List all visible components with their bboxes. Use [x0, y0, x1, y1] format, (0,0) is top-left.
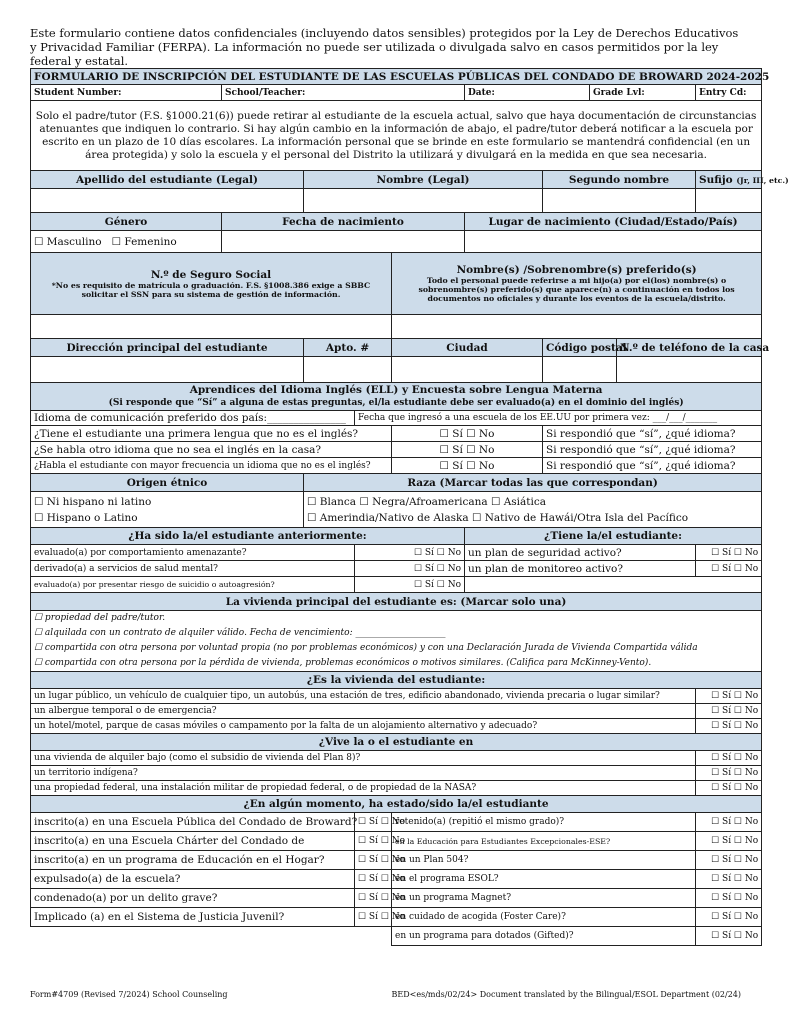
confidentiality-notice: Este formulario contiene datos confidenciales (incluyendo datos sensibles) protegidos por la Ley de Derechos Educativos y Privacidad Familiar (FERPA). La información no puede ser utilizada o divulgada salvo en casos permitidos por la ley federal y estatal. — [30, 26, 739, 68]
preferred-name-header: Nombre(s) /Sobrenombre(s) preferido(s) — [456, 264, 697, 276]
preferred-name-block — [392, 253, 762, 315]
footer-form-id: Form#4709 (Revised 7/2024) School Counseling — [30, 990, 228, 999]
ell-question: ¿Tiene el estudiante una primera lengua que no es el inglés? — [31, 426, 392, 442]
has-question: un plan de seguridad activo? — [465, 545, 696, 561]
ever-question: en un Plan 504? — [392, 851, 696, 870]
yes-no-checkbox[interactable]: ☐ Sí ☐ No — [696, 908, 762, 927]
yes-no-checkbox[interactable]: ☐ Sí ☐ No — [355, 889, 392, 908]
ever-question: condenado(a) por un delito grave? — [31, 889, 355, 908]
middle-name-header: Segundo nombre — [543, 171, 696, 189]
yes-no-checkbox[interactable]: ☐ Sí ☐ No — [355, 870, 392, 889]
race-options[interactable]: ☐ Blanca ☐ Negra/Afroamericana ☐ Asiática — [307, 495, 547, 508]
date-field[interactable]: Date: — [465, 85, 590, 101]
preferred-name-note: Todo el personal puede referirse a mi hijo(a) por el(los) nombre(s) o sobrenombre(s) preferido(s) que aparece(n) a continuación en todos los documentos no oficiales y durante los eventos de la escuela/distrito. — [418, 276, 735, 303]
ever-question: en un programa Magnet? — [392, 889, 696, 908]
city-input[interactable] — [392, 357, 543, 383]
phone-header: N.º de teléfono de la casa — [617, 339, 762, 357]
first-name-header: Nombre (Legal) — [304, 171, 543, 189]
prior-question: derivado(a) a servicios de salud mental? — [31, 561, 355, 577]
has-header: ¿Tiene la/el estudiante: — [465, 528, 762, 545]
us-entry-date-field[interactable]: Fecha que ingresó a una escuela de los EE.UU por primera vez: ___/___/_______ — [355, 411, 762, 426]
form-title: FORMULARIO DE INSCRIPCIÓN DEL ESTUDIANTE DE LAS ESCUELAS PÚBLICAS DEL CONDADO DE BROWARD 2024-2025 — [31, 69, 762, 85]
school-teacher-field[interactable]: School/Teacher: — [222, 85, 465, 101]
ever-question: en cuidado de acogida (Foster Care)? — [392, 908, 696, 927]
dob-input[interactable] — [222, 231, 465, 253]
lives-question: un territorio indígena? — [31, 766, 696, 781]
preferred-language-field[interactable]: Idioma de comunicación preferido dos país:_______________ — [31, 411, 355, 426]
yes-no-checkbox[interactable]: ☐ Sí ☐ No — [355, 832, 392, 851]
student-number-field[interactable]: Student Number: — [31, 85, 222, 101]
ell-title: Aprendices del Idioma Inglés (ELL) y Encuesta sobre Lengua Materna — [189, 383, 603, 396]
yes-no-checkbox[interactable]: ☐ Sí ☐ No — [696, 751, 762, 766]
ell-followup: Si respondió que “sí”, ¿qué idioma? — [543, 442, 762, 458]
apt-header: Apto. # — [304, 339, 392, 357]
yes-no-checkbox[interactable]: ☐ Sí ☐ No — [696, 561, 762, 577]
yes-no-checkbox[interactable]: ☐ Sí ☐ No — [696, 832, 762, 851]
gender-female-checkbox[interactable]: ☐ Femenino — [111, 235, 177, 248]
yes-no-checkbox[interactable]: ☐ Sí ☐ No — [696, 704, 762, 719]
yes-no-checkbox[interactable]: ☐ Sí ☐ No — [355, 545, 465, 561]
birthplace-header: Lugar de nacimiento (Ciudad/Estado/País) — [465, 213, 762, 231]
home-question: un albergue temporal o de emergencia? — [31, 704, 696, 719]
ssn-block — [31, 253, 392, 315]
yes-no-checkbox[interactable]: ☐ Sí ☐ No — [696, 689, 762, 704]
prior-header: ¿Ha sido la/el estudiante anteriormente: — [31, 528, 465, 545]
street-header: Dirección principal del estudiante — [31, 339, 304, 357]
ever-question: en la Educación para Estudiantes Excepcionales-ESE? — [392, 832, 696, 851]
prior-question: evaluado(a) por presentar riesgo de suicidio o autoagresión? — [31, 577, 355, 593]
zip-input[interactable] — [543, 357, 617, 383]
last-name-header: Apellido del estudiante (Legal) — [31, 171, 304, 189]
yes-no-checkbox[interactable]: ☐ Sí ☐ No — [392, 458, 543, 474]
footer-translation-note: BED<es/mds/02/24> Document translated by the Bilingual/ESOL Department (02/24) — [391, 990, 741, 999]
ever-question: inscrito(a) en una Escuela Chárter del Condado de — [31, 832, 355, 851]
ethnicity-header: Origen étnico — [31, 474, 304, 492]
yes-no-checkbox[interactable]: ☐ Sí ☐ No — [696, 851, 762, 870]
preferred-name-input[interactable] — [392, 315, 762, 339]
ell-subtitle: (Si responde que “Sí” a alguna de estas preguntas, el/la estudiante debe ser evaluado(a) en el dominio del inglés) — [108, 397, 684, 408]
lives-header: ¿Vive la o el estudiante en — [31, 734, 762, 751]
ell-followup: Si respondió que “sí”, ¿qué idioma? — [543, 426, 762, 442]
yes-no-checkbox[interactable]: ☐ Sí ☐ No — [696, 781, 762, 796]
withdrawal-notice: Solo el padre/tutor (F.S. §1000.21(6)) puede retirar al estudiante de la escuela actual, salvo que haya documentación de circunstancias atenuantes que indiquen lo contrario. Si hay algún cambio en la información de abajo, el padre/tutor deberá notificar a la escuela por escrito en un plazo de 10 días escolares. La información personal que se brinde en este formulario se mantendrá confidencial (en un área protegida) y solo la escuela y el personal del Distrito la utilizará y divulgará en la medida en que sea necesaria. — [31, 101, 762, 171]
yes-no-checkbox[interactable]: ☐ Sí ☐ No — [696, 889, 762, 908]
yes-no-checkbox[interactable]: ☐ Sí ☐ No — [696, 766, 762, 781]
ssn-note: *No es requisito de matrícula o graduación. F.S. §1008.386 exige a SBBC solicitar el SSN para su sistema de gestión de información. — [51, 280, 371, 299]
ever-question: en el programa ESOL? — [392, 870, 696, 889]
home-question: un hotel/motel, parque de casas móviles o campamento por la falta de un alojamiento alternativo y adecuado? — [31, 719, 696, 734]
yes-no-checkbox[interactable]: ☐ Sí ☐ No — [392, 442, 543, 458]
lives-question: una vivienda de alquiler bajo (como el subsidio de vivienda del Plan 8)? — [31, 751, 696, 766]
ever-question: expulsado(a) de la escuela? — [31, 870, 355, 889]
suffix-input[interactable] — [696, 189, 762, 213]
zip-header: Código postal — [543, 339, 617, 357]
yes-no-checkbox[interactable]: ☐ Sí ☐ No — [392, 426, 543, 442]
gender-options[interactable] — [31, 231, 222, 253]
last-name-input[interactable] — [31, 189, 304, 213]
ever-question: retenido(a) (repitió el mismo grado)? — [392, 813, 696, 832]
home-header: ¿Es la vivienda del estudiante: — [31, 672, 762, 689]
ever-question: inscrito(a) en una Escuela Pública del Condado de Broward? — [31, 813, 355, 832]
prior-question: evaluado(a) por comportamiento amenazante? — [31, 545, 355, 561]
housing-header: La vivienda principal del estudiante es: (Marcar solo una) — [31, 593, 762, 611]
ethnicity-option[interactable]: ☐ Ni hispano ni latino — [34, 495, 152, 508]
home-question: un lugar público, un vehículo de cualquier tipo, un autobús, una estación de tres, edificio abandonado, vivienda precaria o lugar similar? — [31, 689, 696, 704]
ethnicity-option[interactable]: ☐ Hispano o Latino — [34, 511, 138, 524]
city-header: Ciudad — [392, 339, 543, 357]
ever-question: inscrito(a) en un programa de Educación en el Hogar? — [31, 851, 355, 870]
yes-no-checkbox[interactable]: ☐ Sí ☐ No — [355, 813, 392, 832]
street-input[interactable] — [31, 357, 304, 383]
ever-question: Implicado (a) en el Sistema de Justicia Juvenil? — [31, 908, 355, 927]
apt-input[interactable] — [304, 357, 392, 383]
yes-no-checkbox[interactable]: ☐ Sí ☐ No — [355, 561, 465, 577]
yes-no-checkbox[interactable]: ☐ Sí ☐ No — [696, 927, 762, 946]
gender-male-checkbox[interactable]: ☐ Masculino — [34, 235, 102, 248]
dob-header: Fecha de nacimiento — [222, 213, 465, 231]
grade-level-field[interactable]: Grade Lvl: — [590, 85, 696, 101]
ell-followup: Si respondió que “sí”, ¿qué idioma? — [543, 458, 762, 474]
housing-option[interactable]: ☐ propiedad del padre/tutor. — [34, 613, 166, 623]
has-question: un plan de monitoreo activo? — [465, 561, 696, 577]
housing-option[interactable]: ☐ alquilada con un contrato de alquiler válido. Fecha de vencimiento: ____________________ — [34, 628, 446, 638]
race-options[interactable]: ☐ Amerindia/Nativo de Alaska ☐ Nativo de Hawái/Otra Isla del Pacífico — [307, 511, 689, 524]
entry-code-field[interactable]: Entry Cd: — [696, 85, 762, 101]
housing-option[interactable]: ☐ compartida con otra persona por voluntad propia (no por problemas económicos) y con una Declaración Jurada de Vivienda Compartida válida — [34, 643, 698, 653]
yes-no-checkbox[interactable]: ☐ Sí ☐ No — [696, 813, 762, 832]
middle-name-input[interactable] — [543, 189, 696, 213]
ssn-input[interactable] — [31, 315, 392, 339]
ever-question: en un programa para dotados (Gifted)? — [392, 927, 696, 946]
ssn-header: N.º de Seguro Social — [150, 268, 272, 281]
yes-no-checkbox[interactable]: ☐ Sí ☐ No — [355, 908, 392, 927]
gender-header: Género — [31, 213, 222, 231]
yes-no-checkbox[interactable]: ☐ Sí ☐ No — [696, 719, 762, 734]
phone-input[interactable] — [617, 357, 762, 383]
ell-question: ¿Se habla otro idioma que no sea el inglés en la casa? — [31, 442, 392, 458]
yes-no-checkbox[interactable]: ☐ Sí ☐ No — [355, 577, 465, 593]
birthplace-input[interactable] — [465, 231, 762, 253]
suffix-header: Sufijo (Jr, III, etc.) — [696, 171, 762, 189]
ever-header: ¿En algún momento, ha estado/sido la/el estudiante — [31, 796, 762, 813]
ell-question: ¿Habla el estudiante con mayor frecuencia un idioma que no es el inglés? — [31, 458, 392, 474]
first-name-input[interactable] — [304, 189, 543, 213]
housing-option[interactable]: ☐ compartida con otra persona por la pérdida de vivienda, problemas económicos o motivos similares. (Califica para McKinney-Vento). — [34, 658, 652, 668]
enrollment-form — [30, 68, 789, 946]
lives-question: una propiedad federal, una instalación militar de propiedad federal, o de propiedad de la NASA? — [31, 781, 696, 796]
yes-no-checkbox[interactable]: ☐ Sí ☐ No — [696, 545, 762, 561]
yes-no-checkbox[interactable]: ☐ Sí ☐ No — [355, 851, 392, 870]
race-header: Raza (Marcar todas las que correspondan) — [304, 474, 762, 492]
yes-no-checkbox[interactable]: ☐ Sí ☐ No — [696, 870, 762, 889]
